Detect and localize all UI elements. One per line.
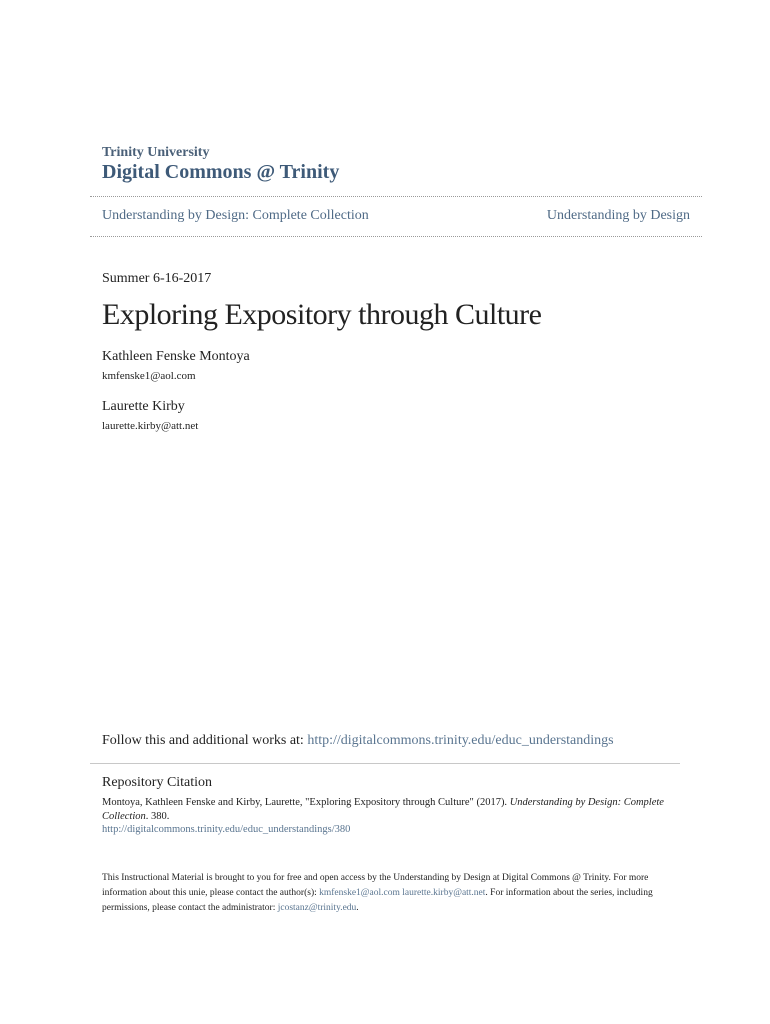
repository-title[interactable]: Digital Commons @ Trinity	[102, 161, 340, 183]
section-divider	[90, 763, 680, 764]
note-text-1: This Instructional Material is brought to you for free and open access by the Understanding by Design at Digital Commons @ Trinity. For more information about this unie, please contact the author(s):	[102, 873, 649, 898]
citation-heading: Repository Citation	[102, 775, 213, 790]
follow-link[interactable]: http://digitalcommons.trinity.edu/educ_understandings	[307, 733, 614, 748]
series-link[interactable]: Understanding by Design	[546, 208, 690, 223]
access-note	[102, 871, 662, 916]
note-text-3: .	[356, 903, 359, 913]
follow-line	[102, 733, 614, 749]
contact-email-2[interactable]: laurette.kirby@att.net	[402, 888, 486, 898]
citation-text	[102, 796, 672, 824]
citation-journal: Understanding by Design: Complete Collection	[102, 797, 664, 822]
header-divider-bottom	[90, 236, 702, 237]
author-email: laurette.kirby@att.net	[102, 420, 199, 432]
admin-email[interactable]: jcostanz@trinity.edu	[277, 903, 357, 913]
document-title: Exploring Expository through Culture	[102, 298, 542, 331]
citation-main: Montoya, Kathleen Fenske and Kirby, Laurette, "Exploring Expository through Culture" (2017).	[102, 797, 510, 808]
follow-label: Follow this and additional works at:	[102, 733, 308, 748]
collection-link[interactable]: Understanding by Design: Complete Collection	[102, 208, 369, 223]
contact-email-1[interactable]: kmfenske1@aol.com	[319, 888, 400, 898]
publication-date: Summer 6-16-2017	[102, 271, 212, 286]
university-name: Trinity University	[102, 145, 210, 160]
note-text-2: . For information about the series, including permissions, please contact the administrator:	[102, 888, 653, 913]
citation-tail: . 380.	[145, 811, 170, 822]
author-name: Kathleen Fenske Montoya	[102, 349, 250, 364]
author-email: kmfenske1@aol.com	[102, 370, 196, 382]
header-divider-top	[90, 196, 702, 197]
citation-url[interactable]: http://digitalcommons.trinity.edu/educ_understandings/380	[102, 824, 351, 835]
author-name: Laurette Kirby	[102, 399, 185, 414]
